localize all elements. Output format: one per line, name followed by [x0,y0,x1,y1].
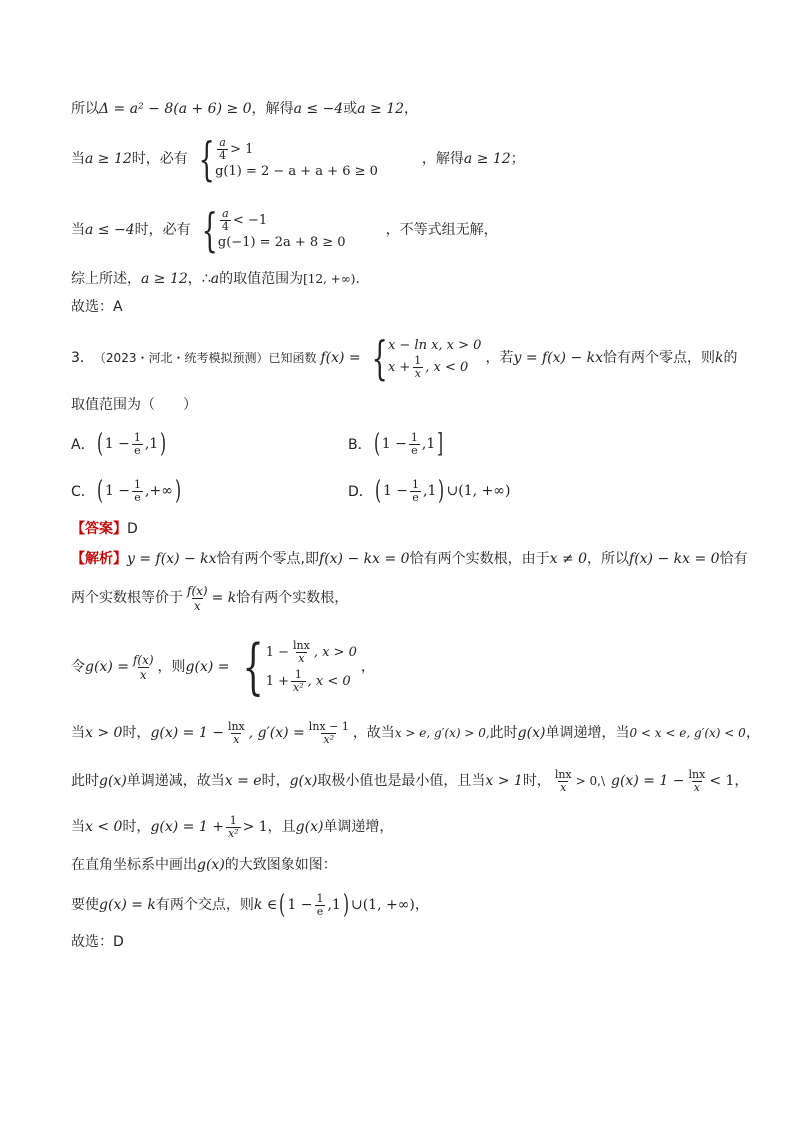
option-a[interactable]: A． ( 1 − $\frac{1}{e}$ , 1 ) [71,429,167,459]
choice-result-d: 故选：D [71,934,124,950]
piecewise-function-g: { 1 − $\frac{\ln x}{x}$ , x > 0 1 + $\frac{1}{\text{x²}}$ , x < 0 [242,632,357,702]
solution-line-conclusion [71,269,360,289]
text: ，解得 [251,101,294,117]
analysis-line-7: 在直角坐标系中画出 g(x) 的大致图象如图： [71,857,337,873]
analysis-tag: 【解析】 [71,551,127,567]
math-delta: Δ = a² − 8(a + 6) ≥ 0 [99,101,252,117]
text: ，若 [485,350,514,366]
analysis-line-4: 当 x > 0 时， g(x) = 1 − $\frac{\ln x}{x}$ , g′(x) = $\frac{\ln x - 1}{\text{x²}}$ ，故当 x > e, g′(x) > 0, 此时 g(x) 单调递增，当 0 < x < e, g′(x) < 0 ， [71,719,760,746]
math: a ≥ 12 [357,101,405,117]
answer-tag: 【答案】 [71,521,127,537]
question-3-stem [71,332,738,384]
question-number: 3． [71,350,94,366]
answer-value: D [127,521,138,537]
text: ； [510,151,525,167]
option-label: A． [71,437,95,453]
text: 或 [343,101,358,117]
system-of-inequalities: { $\frac{a}{4}$ > 1 g(1) = 2 − a + a + 6 ≥ 0 [198,132,378,186]
option-label: D． [348,484,373,500]
analysis-line-5: 此时 g(x) 单调递减，故当 x = e 时， g(x) 取极小值也是最小值，且当 x > 1 时， $\frac{\ln x}{x}$ > 0,\ g(x) = 1 − $\frac{\ln x}{x}$ < 1 ， [71,767,749,794]
text: ， [404,101,419,117]
text: 时，必有 [134,222,191,238]
math-range: [12, +∞) [303,272,356,286]
question-3-stem-cont [71,395,197,415]
text: ，不等式组无解， [385,222,498,238]
math: y = f(x) − kx [513,350,604,366]
solution-line-case-a-ge-12 [71,132,525,186]
option-c[interactable]: C． ( 1 − $\frac{1}{e}$ , +∞ ) [71,476,182,506]
text: 综上所述， [71,271,141,287]
option-label: B． [348,437,372,453]
math: f(x) = [320,350,361,366]
solution-line-case-a-le-neg4 [71,203,498,257]
text: 恰有两个零点，则 [603,350,716,366]
option-d[interactable]: D． ( 1 − $\frac{1}{e}$ , 1 ) ∪(1, +∞) [348,476,511,506]
math: a ≥ 12 [85,151,132,167]
option-label: C． [71,484,95,500]
text: 所以 [71,101,99,117]
math: k [715,350,724,366]
answer-line [71,519,138,539]
analysis-line-8: 要使 g(x) = k 有两个交点，则 k ∈ ( 1 − $\frac{1}{e}$ , 1 ) ∪(1, +∞) ， [71,890,429,920]
text: 的 [723,350,738,366]
text: ，∴ [187,271,211,287]
analysis-line-6: 当 x < 0 时， g(x) = 1 + $\frac{1}{\text{x²}}$ > 1 ，且 g(x) 单调递增， [71,813,394,840]
text: 取值范围为（ ） [71,397,197,413]
math: a ≤ −4 [293,101,344,117]
analysis-line-1: 【解析】 y = f(x) − kx 恰有两个零点,即 f(x) − kx = 0 恰有两个实数根，由于 x ≠ 0 ，所以 f(x) − kx = 0 恰有 [71,551,748,567]
text: 当 [71,151,85,167]
text: 时，必有 [131,151,188,167]
question-source: （2023・河北・统考模拟预测）已知函数 [93,351,317,365]
text: . [355,271,360,287]
math: a ≥ 12 [141,271,188,287]
math: a ≤ −4 [85,222,135,238]
text: ，解得 [421,151,464,167]
solution-line-delta [71,99,418,119]
analysis-line-2: 两个实数根等价于 $\frac{f(x)}{x}$ = k 恰有两个实数根， [71,583,349,613]
option-b[interactable]: B． ( 1 − $\frac{1}{e}$ , 1 ] [348,429,444,459]
text: 的取值范围为 [219,271,304,287]
math: a ≥ 12 [463,151,511,167]
choice-result-a [71,297,123,317]
text: 当 [71,222,85,238]
math: a [210,271,220,287]
piecewise-function: { x − ln x, x > 0 x + $\frac{1}{x}$ , x < 0 [371,331,482,385]
analysis-line-3-define-g: 令 g(x) = $\frac{f(x)}{x}$ ，则 g(x) = { 1 − $\frac{\ln x}{x}$ , x > 0 1 + $\frac{1}{\text{x²}}$ , x < 0 ， [71,632,375,702]
text: 故选：A [71,299,123,315]
system-of-inequalities: { $\frac{a}{4}$ < −1 g(−1) = 2a + 8 ≥ 0 [201,203,346,257]
